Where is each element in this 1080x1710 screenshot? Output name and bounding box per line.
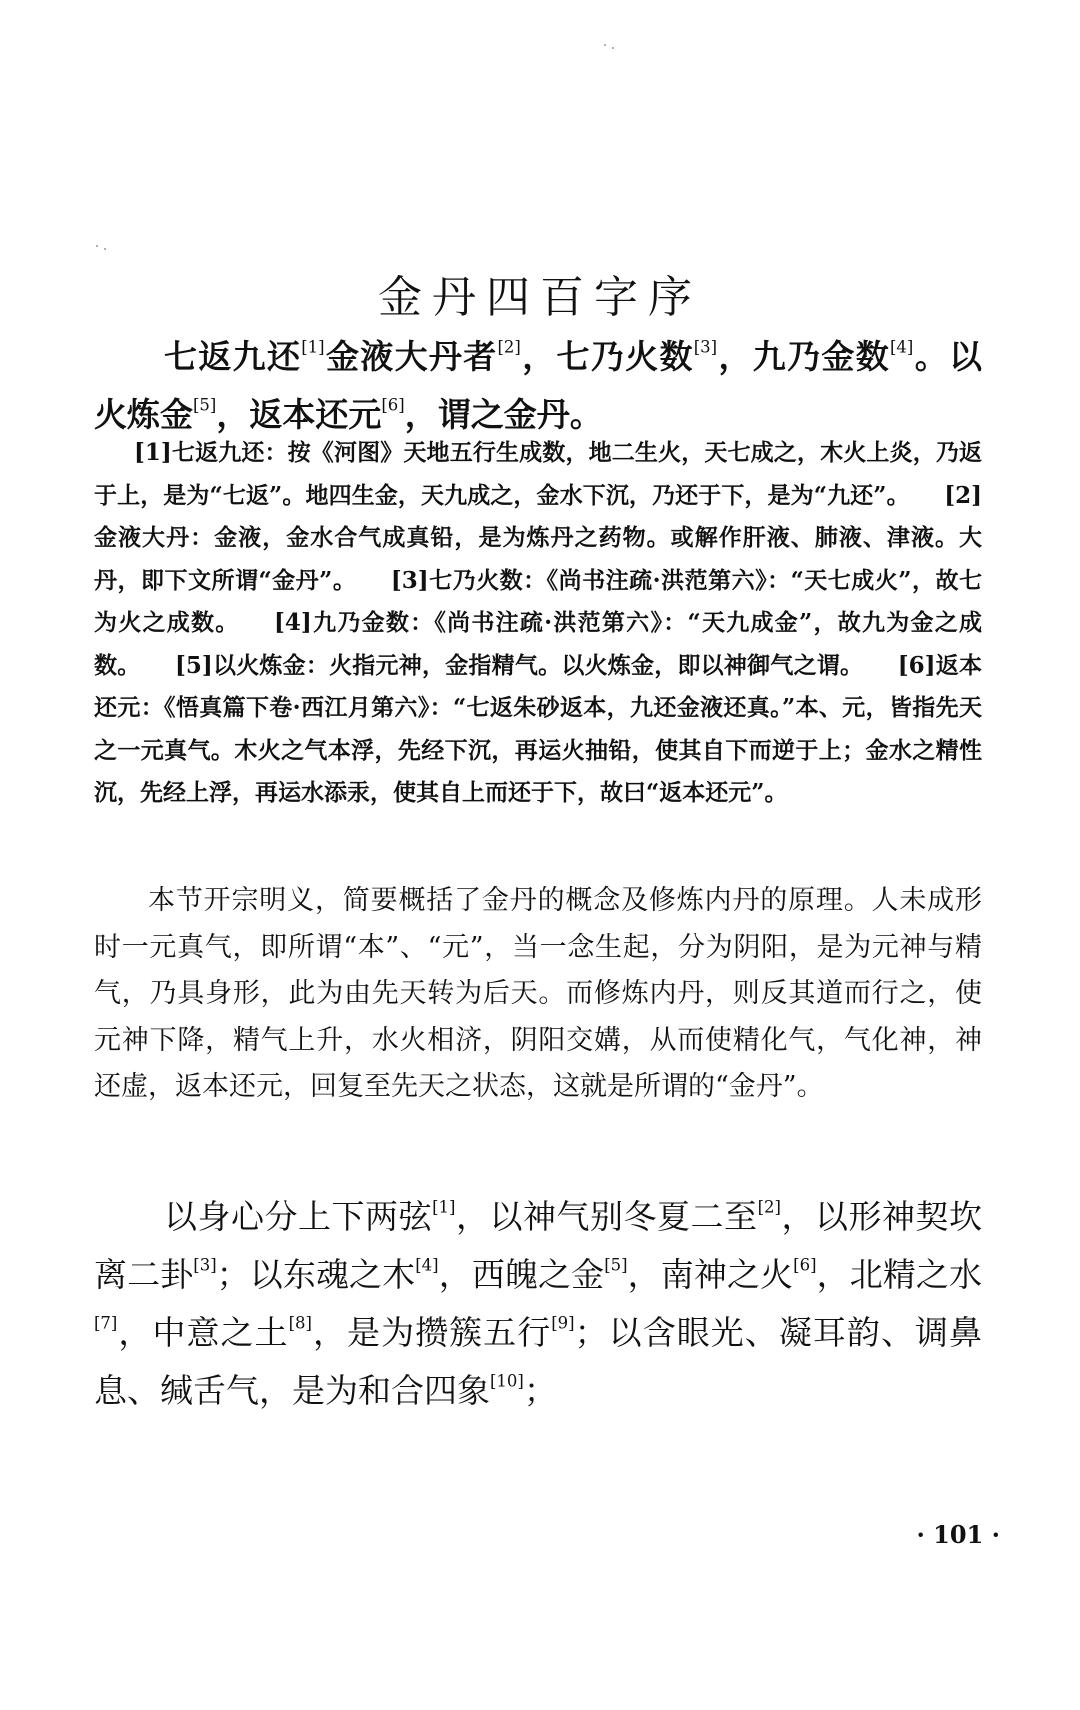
footnote-ref: [7] xyxy=(94,1313,118,1333)
verse-text: ；以含眼光、凝耳韵、调鼻息、缄舌气，是为和合四象 xyxy=(94,1313,983,1410)
verse-text: ，谓之金丹。 xyxy=(404,395,603,434)
verse-text: 金液大丹者 xyxy=(324,337,498,376)
footnote-ref: [9] xyxy=(551,1313,575,1333)
footnote-ref: [5] xyxy=(193,395,217,415)
notes-block xyxy=(94,432,982,815)
verse-section-2 xyxy=(94,1188,982,1420)
page-number: · 101 · xyxy=(916,1520,1000,1549)
footnote-ref: [1] xyxy=(432,1197,456,1217)
footnote-ref: [1] xyxy=(301,337,325,357)
verse-text: ，是为攒簇五行 xyxy=(311,1313,552,1352)
verse-text: ，中意之土 xyxy=(117,1313,289,1352)
scan-speck xyxy=(104,248,106,250)
note-3: [3]七乃火数：《尚书注疏·洪范第六》：“天七成火”，故七为火之成数。 xyxy=(94,566,983,636)
note-2: [2]金液大丹：金液，金水合气成真铅，是为炼丹之药物。或解作肝液、肺液、津液。大丹，即下文所谓“金丹”。 xyxy=(94,481,982,594)
footnote-ref: [6] xyxy=(381,395,405,415)
footnote-ref: [5] xyxy=(604,1255,628,1275)
verse-section-1 xyxy=(94,328,982,444)
notes-paragraph xyxy=(94,432,982,815)
verse-text: ，返本还元 xyxy=(216,395,382,434)
footnote-ref: [4] xyxy=(415,1255,439,1275)
note-6: [6]返本还元：《悟真篇下卷·西江月第六》：“七返朱砂返本，九还金液还真。”本、元，皆指先天之一元真气。木火之气本浮，先经下沉，再运火抽铅，使其自下而逆于上；金水之精性沉，先经上浮，再运水添汞，使其自上而还于下，故曰“返本还元”。 xyxy=(94,651,982,806)
commentary-block xyxy=(94,878,982,1111)
footnote-ref: [6] xyxy=(793,1255,817,1275)
scan-speck xyxy=(96,245,98,247)
footnote-ref: [10] xyxy=(490,1371,524,1391)
verse-text: ； xyxy=(523,1371,557,1410)
footnote-ref: [2] xyxy=(497,337,521,357)
footnote-ref: [3] xyxy=(693,337,718,357)
verse-text: ；以东魂之木 xyxy=(216,1255,416,1294)
commentary-paragraph: 本节开宗明义，简要概括了金丹的概念及修炼内丹的原理。人未成形时一元真气，即所谓“本”、“元”，当一念生起，分为阴阳，是为元神与精气，乃具身形，此为由先天转为后天。而修炼内丹，则反其道而行之，使元神下降，精气上升，水火相济，阴阳交媾，从而使精化气，气化神，神还虚，返本还元，回复至先天之状态，这就是所谓的“金丹”。 xyxy=(94,885,982,1102)
verse-text: 七返九还 xyxy=(164,337,302,376)
footnote-ref: [3] xyxy=(193,1255,217,1275)
chapter-title: 金丹四百字序 xyxy=(378,272,702,324)
footnote-ref: [4] xyxy=(890,337,914,357)
scan-speck xyxy=(612,47,614,49)
verse-text: ，南神之火 xyxy=(627,1255,794,1294)
verse-text: ，九乃金数 xyxy=(717,337,890,376)
verse-paragraph-2 xyxy=(94,1188,982,1420)
verse-text: ，七乃火数 xyxy=(520,337,694,376)
note-5: [5]以火炼金：火指元神，金指精气。以火炼金，即以神御气之谓。 xyxy=(174,651,864,679)
scan-speck xyxy=(604,44,606,46)
verse-text: 。以火炼金 xyxy=(94,337,982,434)
verse-text: ，北精之水 xyxy=(816,1255,983,1294)
note-1: [1]七返九还：按《河图》天地五行生成数，地二生火，天七成之，木火上炎，乃返于上，是为“七返”。地四生金，天九成之，金水下沉，乃还于下，是为“九还”。 xyxy=(94,439,982,509)
verse-text: ，西魄之金 xyxy=(438,1255,605,1294)
verse-text: 以身心分上下两弦 xyxy=(164,1197,433,1236)
footnote-ref: [8] xyxy=(288,1313,312,1333)
verse-text: ，以神气别冬夏二至 xyxy=(455,1197,758,1236)
verse-paragraph-1 xyxy=(94,328,982,444)
footnote-ref: [2] xyxy=(757,1197,781,1217)
verse-text: ，以形神契坎离二卦 xyxy=(94,1197,983,1294)
note-4: [4]九乃金数：《尚书注疏·洪范第六》：“天九成金”，故九为金之成数。 xyxy=(94,609,983,679)
